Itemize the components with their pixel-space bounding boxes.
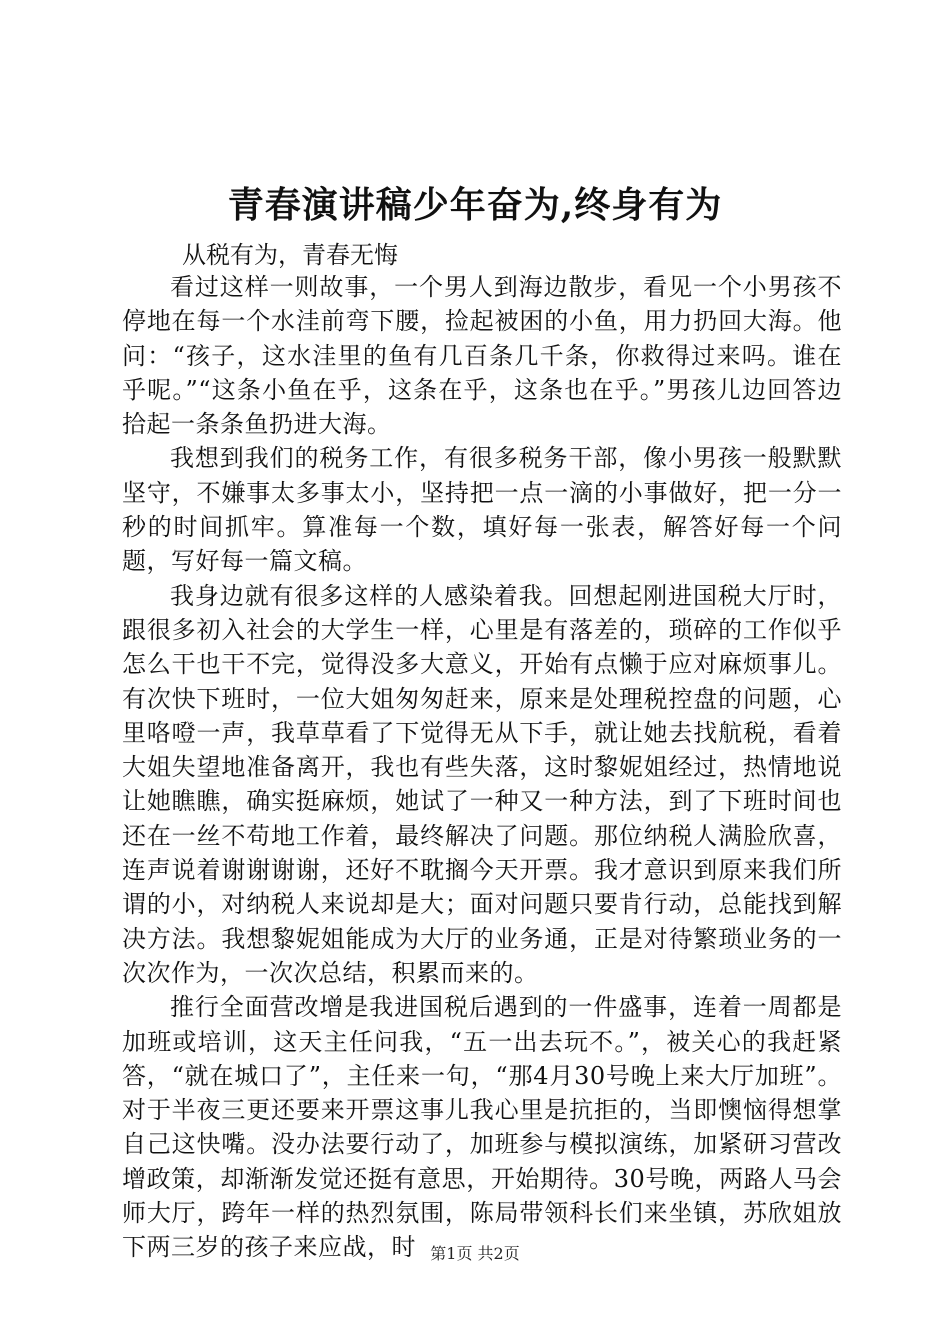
- page-footer: 第1页 共2页: [430, 1244, 520, 1263]
- document-title: 青春演讲稿少年奋为,终身有为: [227, 184, 723, 226]
- paragraph-vat-reform: 推行全面营改增是我进国税后遇到的一件盛事，连着一周都是加班或培训，这天主任问我，“五一出去玩不。”，被关心的我赶紧答，“就在城口了”，主任来一句，“那4月30号晚上来大厅加班”。对于半夜三更还要来开票这事儿我心里是抗拒的，当即懊恼得想掌自己这快嘴。没办法要行动了，加班参与模拟演练，加紧研习营改增政策，却渐渐发觉还挺有意思，开始期待。30号晚，两路人马会师大厅，跨年一样的热烈氛围，陈局带领科长们来坐镇，苏欣姐放下两三岁的孩子来应战，时: [122, 993, 842, 1262]
- paragraph-story: 看过这样一则故事，一个男人到海边散步，看见一个小男孩不停地在每一个水洼前弯下腰，捡起被困的小鱼，用力扔回大海。他问：“孩子，这水洼里的鱼有几百条几千条，你救得过来吗。谁在乎呢。”“这条小鱼在乎，这条在乎，这条也在乎。”男孩儿边回答边拾起一条条鱼扔进大海。: [122, 273, 842, 439]
- paragraph-tax-work: 我想到我们的税务工作，有很多税务干部，像小男孩一般默默坚守，不嫌事太多事太小，坚持把一点一滴的小事做好，把一分一秒的时间抓牢。算准每一个数，填好每一张表，解答好每一个问题，写好每一篇文稿。: [122, 444, 842, 576]
- document-body: [122, 270, 842, 1265]
- paragraph-colleague: 我身边就有很多这样的人感染着我。回想起刚进国税大厅时，跟很多初入社会的大学生一样，心里是有落差的，琐碎的工作似乎怎么干也干不完，觉得没多大意义，开始有点懒于应对麻烦事儿。有次快下班时，一位大姐匆匆赶来，原来是处理税控盘的问题，心里咯噔一声，我草草看了下觉得无从下手，就让她去找航税，看着大姐失望地准备离开，我也有些失落，这时黎妮姐经过，热情地说让她瞧瞧，确实挺麻烦，她试了一种又一种方法，到了下班时间也还在一丝不苟地工作着，最终解决了问题。那位纳税人满脸欣喜，连声说着谢谢谢谢，还好不耽搁今天开票。我才意识到原来我们所谓的小，对纳税人来说却是大；面对问题只要肯行动，总能找到解决方法。我想黎妮姐能成为大厅的业务通，正是对待繁琐业务的一次次作为，一次次总结，积累而来的。: [122, 581, 842, 987]
- document-subtitle: 从税有为，青春无悔: [182, 241, 398, 269]
